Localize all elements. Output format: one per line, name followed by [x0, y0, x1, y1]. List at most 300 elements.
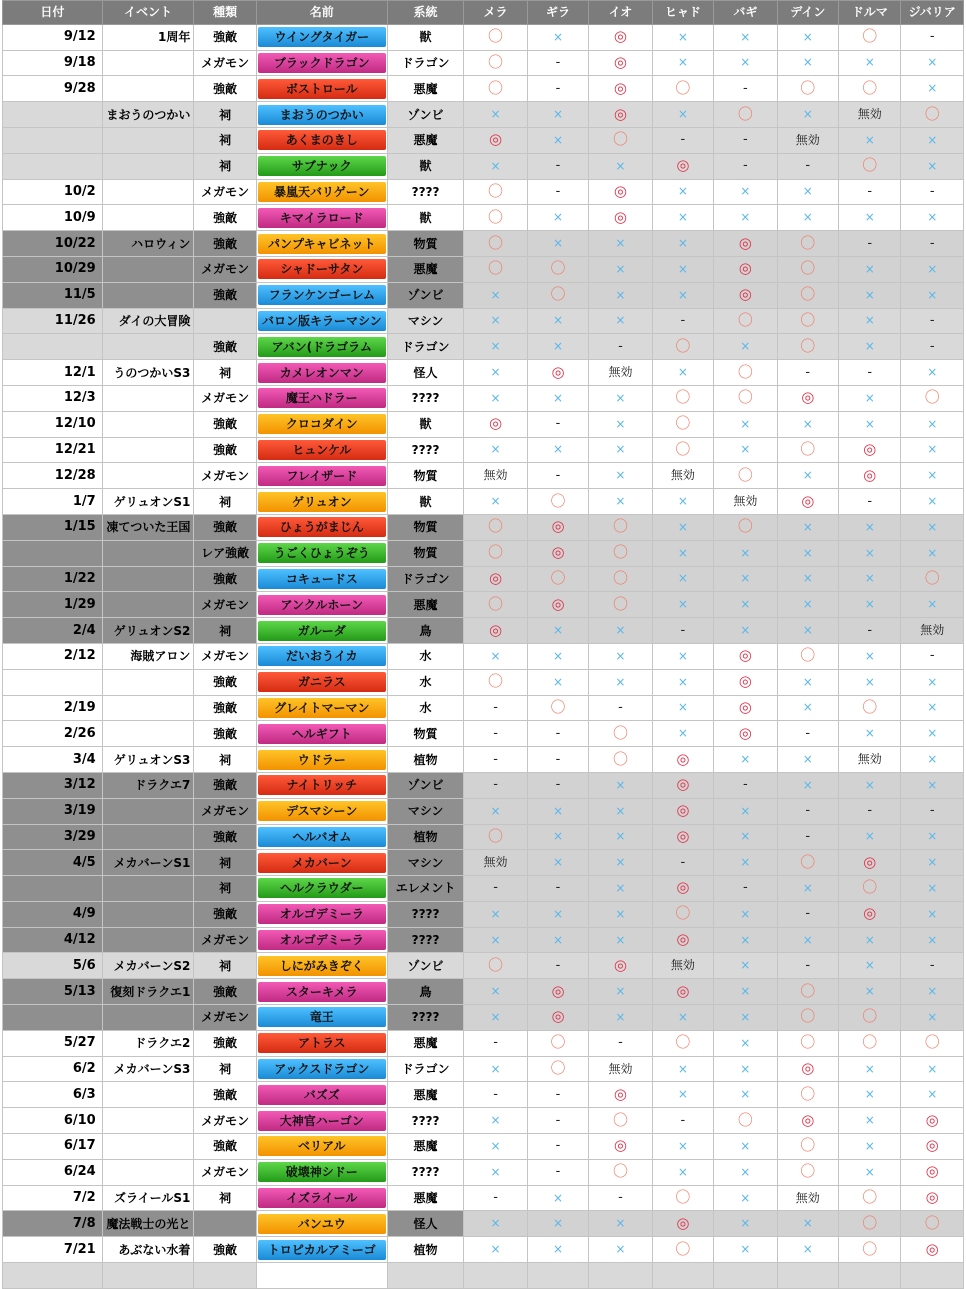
resistance-cell: [589, 592, 652, 618]
resistance-mark: ×: [490, 390, 501, 405]
kind-cell: 強敵: [194, 1237, 256, 1263]
category-cell: エレメント: [387, 876, 464, 902]
resistance-mark: ×: [677, 29, 688, 44]
resistance-cell: [527, 102, 588, 128]
name-cell: [256, 1237, 387, 1263]
name-cell: [256, 695, 387, 721]
date-cell: 9/12: [3, 24, 103, 50]
table-row: [3, 953, 964, 979]
resistance-cell: [714, 824, 777, 850]
event-cell: [102, 1134, 194, 1160]
resistance-mark: 〇: [612, 1162, 628, 1181]
resistance-mark: ×: [864, 287, 875, 302]
resistance-cell: [714, 901, 777, 927]
resistance-mark: ×: [802, 1242, 813, 1257]
kind-cell: 強敵: [194, 437, 256, 463]
event-cell: ドラクエ2: [102, 1030, 194, 1056]
resistance-mark: ×: [677, 184, 688, 199]
resistance-cell: [589, 489, 652, 515]
monster-name-label: グレイトマーマン: [258, 698, 386, 718]
resistance-mark: -: [929, 29, 935, 45]
resistance-cell: [652, 953, 713, 979]
date-cell: [3, 102, 103, 128]
resistance-mark: -: [493, 725, 498, 741]
resistance-cell: [652, 721, 713, 747]
event-cell: [102, 205, 194, 231]
resistance-mark: ◎: [676, 801, 690, 820]
resistance-mark: 無効: [795, 132, 820, 147]
kind-cell: メガモン: [194, 385, 256, 411]
name-cell: [256, 824, 387, 850]
date-cell: [3, 1263, 103, 1289]
date-cell: [3, 334, 103, 360]
resistance-cell: [839, 772, 901, 798]
date-cell: 1/15: [3, 514, 103, 540]
name-cell: [256, 489, 387, 515]
resistance-mark: ×: [615, 932, 626, 947]
header-gira: ギラ: [527, 1, 588, 25]
resistance-mark: ×: [740, 545, 751, 560]
resistance-mark: 〇: [737, 1110, 753, 1129]
monster-name-label: オルゴデミーラ: [258, 904, 386, 924]
table-row: [3, 1134, 964, 1160]
table-row: [3, 179, 964, 205]
category-cell: 悪魔: [387, 127, 464, 153]
kind-cell: 強敵: [194, 669, 256, 695]
resistance-mark: ×: [552, 829, 564, 844]
resistance-cell: [652, 50, 713, 76]
resistance-cell: [527, 850, 588, 876]
resistance-cell: [901, 798, 964, 824]
resistance-mark: 〇: [612, 517, 628, 536]
name-cell: [256, 618, 387, 644]
resistance-mark: 〇: [488, 181, 504, 200]
resistance-mark: ×: [927, 752, 938, 766]
resistance-cell: [714, 876, 777, 902]
resistance-cell: [777, 901, 838, 927]
resistance-cell: [901, 50, 964, 76]
name-cell: [256, 463, 387, 489]
resistance-mark: 〇: [800, 1033, 816, 1052]
resistance-mark: ×: [490, 648, 501, 663]
resistance-cell: [839, 256, 901, 282]
monster-name-label: オルゴデミーラ: [258, 930, 386, 950]
date-cell: 12/10: [3, 411, 103, 437]
resistance-cell: [839, 1108, 901, 1134]
table-row: [3, 102, 964, 128]
resistance-mark: ×: [927, 855, 938, 870]
resistance-cell: [464, 747, 527, 773]
resistance-cell: [839, 618, 901, 644]
resistance-mark: ×: [740, 623, 751, 638]
kind-cell: 強敵: [194, 1082, 256, 1108]
resistance-cell: [527, 747, 588, 773]
category-cell: マシン: [387, 308, 464, 334]
event-cell: [102, 669, 194, 695]
resistance-mark: -: [929, 338, 935, 354]
resistance-mark: ×: [927, 132, 938, 147]
category-cell: 獣: [387, 153, 464, 179]
resistance-mark: ×: [802, 416, 813, 431]
resistance-cell: [777, 592, 838, 618]
resistance-mark: -: [555, 183, 561, 199]
date-cell: 11/26: [3, 308, 103, 334]
event-cell: [102, 437, 194, 463]
resistance-mark: -: [555, 416, 561, 432]
resistance-cell: [527, 1030, 588, 1056]
table-row: [3, 256, 964, 282]
resistance-mark: -: [867, 183, 873, 199]
resistance-mark: ◎: [801, 491, 815, 510]
date-cell: 1/7: [3, 489, 103, 515]
table-row: [3, 308, 964, 334]
resistance-mark: -: [555, 777, 561, 793]
resistance-cell: [714, 927, 777, 953]
category-cell: ドラゴン: [387, 1056, 464, 1082]
resistance-mark: ×: [552, 339, 564, 354]
resistance-mark: ×: [677, 648, 688, 663]
resistance-mark: ×: [927, 519, 938, 534]
monster-name-label: ヘルギフト: [258, 724, 386, 744]
resistance-cell: [652, 772, 713, 798]
resistance-cell: [777, 876, 838, 902]
table-row: [3, 1159, 964, 1185]
resistance-cell: [652, 1082, 713, 1108]
resistance-cell: [901, 437, 964, 463]
resistance-mark: ×: [552, 107, 564, 122]
resistance-cell: [901, 979, 964, 1005]
kind-cell: 強敵: [194, 566, 256, 592]
name-cell: [256, 901, 387, 927]
resistance-cell: [527, 1159, 588, 1185]
category-cell: 悪魔: [387, 1030, 464, 1056]
resistance-cell: [527, 643, 588, 669]
resistance-cell: [652, 1237, 713, 1263]
resistance-mark: ◎: [551, 543, 565, 562]
event-cell: メカバーンS3: [102, 1056, 194, 1082]
monster-name-label: ガルーダ: [258, 621, 386, 641]
resistance-mark: ×: [490, 339, 501, 354]
date-cell: 7/21: [3, 1237, 103, 1263]
name-cell: [256, 308, 387, 334]
resistance-mark: ◎: [613, 181, 627, 200]
resistance-mark: ×: [490, 287, 501, 302]
resistance-mark: ×: [677, 55, 688, 70]
resistance-cell: [464, 308, 527, 334]
resistance-cell: [652, 695, 713, 721]
resistance-cell: [527, 127, 588, 153]
resistance-mark: ◎: [613, 52, 627, 71]
resistance-cell: [464, 1056, 527, 1082]
category-cell: 悪魔: [387, 1185, 464, 1211]
kind-cell: 祠: [194, 360, 256, 386]
resistance-mark: ×: [677, 107, 688, 122]
resistance-mark: 〇: [862, 878, 878, 897]
name-cell: [256, 127, 387, 153]
category-cell: 物質: [387, 231, 464, 257]
resistance-cell: [527, 1237, 588, 1263]
name-cell: [256, 566, 387, 592]
resistance-cell: [714, 437, 777, 463]
resistance-cell: [901, 231, 964, 257]
resistance-cell: [652, 437, 713, 463]
resistance-mark: 〇: [675, 904, 691, 923]
resistance-mark: ◎: [676, 775, 690, 794]
resistance-cell: [527, 1108, 588, 1134]
event-cell: [102, 50, 194, 76]
resistance-mark: ×: [552, 623, 564, 638]
resistance-mark: ×: [740, 1190, 751, 1205]
monster-name-label: メカバーン: [258, 853, 386, 873]
resistance-cell: [527, 282, 588, 308]
resistance-mark: 〇: [800, 310, 816, 329]
resistance-cell: [839, 205, 901, 231]
date-cell: 5/6: [3, 953, 103, 979]
resistance-mark: ×: [490, 1138, 501, 1153]
category-cell: ????: [387, 927, 464, 953]
resistance-mark: 〇: [924, 568, 940, 587]
resistance-cell: [839, 1237, 901, 1263]
resistance-cell: [901, 592, 964, 618]
resistance-mark: 〇: [800, 439, 816, 458]
resistance-cell: [777, 1005, 838, 1031]
resistance-mark: ×: [927, 726, 938, 741]
resistance-cell: [589, 231, 652, 257]
resistance-mark: ×: [802, 1216, 813, 1231]
resistance-cell: [589, 360, 652, 386]
kind-cell: メガモン: [194, 256, 256, 282]
resistance-cell: [839, 824, 901, 850]
resistance-cell: [527, 618, 588, 644]
kind-cell: 祠: [194, 850, 256, 876]
header-dein: デイン: [777, 1, 838, 25]
resistance-mark: 〇: [924, 104, 940, 123]
date-cell: 9/18: [3, 50, 103, 76]
table-row: [3, 1082, 964, 1108]
kind-cell: 強敵: [194, 1030, 256, 1056]
name-cell: [256, 1185, 387, 1211]
resistance-mark: ×: [615, 674, 626, 689]
resistance-cell: [589, 824, 652, 850]
resistance-cell: [652, 1108, 713, 1134]
resistance-cell: [901, 772, 964, 798]
resistance-cell: [839, 102, 901, 128]
resistance-cell: [652, 876, 713, 902]
monster-name-label: デスマシーン: [258, 801, 386, 821]
resistance-mark: ×: [552, 932, 564, 947]
category-cell: 獣: [387, 24, 464, 50]
date-cell: [3, 540, 103, 566]
resistance-mark: 無効: [608, 1061, 633, 1076]
resistance-mark: ×: [864, 339, 875, 354]
resistance-cell: [777, 798, 838, 824]
date-cell: 7/8: [3, 1211, 103, 1237]
resistance-cell: [901, 1185, 964, 1211]
header-date: 日付: [3, 1, 103, 25]
resistance-cell: [901, 747, 964, 773]
resistance-cell: [652, 566, 713, 592]
resistance-cell: [464, 721, 527, 747]
resistance-cell: [589, 669, 652, 695]
resistance-cell: [527, 385, 588, 411]
resistance-mark: 〇: [862, 1033, 878, 1052]
resistance-mark: ×: [740, 210, 751, 225]
resistance-cell: [777, 979, 838, 1005]
resistance-mark: -: [555, 1164, 561, 1180]
resistance-mark: ◎: [738, 723, 752, 742]
resistance-mark: ×: [552, 906, 564, 921]
monster-name-label: ベリアル: [258, 1136, 386, 1156]
resistance-cell: [652, 669, 713, 695]
monster-name-label: しにがみきぞく: [258, 956, 386, 976]
resistance-mark: ×: [552, 132, 564, 147]
resistance-cell: [714, 282, 777, 308]
resistance-cell: [777, 1082, 838, 1108]
resistance-cell: [464, 824, 527, 850]
resistance-mark: ×: [552, 210, 564, 225]
resistance-mark: -: [555, 80, 561, 96]
kind-cell: 強敵: [194, 695, 256, 721]
resistance-mark: -: [493, 880, 498, 896]
resistance-cell: [777, 1030, 838, 1056]
resistance-mark: ◎: [925, 1188, 939, 1207]
name-cell: [256, 76, 387, 102]
name-cell: [256, 205, 387, 231]
name-cell: [256, 592, 387, 618]
header-io: イオ: [589, 1, 652, 25]
resistance-mark: ×: [677, 571, 688, 586]
header-name: 名前: [256, 1, 387, 25]
date-cell: 3/4: [3, 747, 103, 773]
resistance-mark: 〇: [488, 955, 504, 974]
event-cell: [102, 334, 194, 360]
resistance-mark: ×: [740, 984, 751, 999]
resistance-mark: ×: [927, 468, 938, 483]
resistance-cell: [901, 489, 964, 515]
resistance-mark: ◎: [863, 904, 877, 923]
resistance-cell: [589, 540, 652, 566]
resistance-cell: [589, 1134, 652, 1160]
resistance-cell: [464, 979, 527, 1005]
kind-cell: 強敵: [194, 334, 256, 360]
resistance-mark: ×: [927, 210, 938, 225]
resistance-mark: ×: [927, 365, 938, 380]
resistance-cell: [839, 643, 901, 669]
date-cell: 6/10: [3, 1108, 103, 1134]
resistance-cell: [527, 24, 588, 50]
resistance-mark: ◎: [925, 1239, 939, 1258]
resistance-mark: ×: [740, 416, 751, 431]
resistance-mark: ×: [927, 1061, 938, 1076]
resistance-cell: [901, 463, 964, 489]
resistance-cell: [527, 437, 588, 463]
resistance-mark: ×: [615, 1216, 626, 1231]
event-cell: メカバーンS1: [102, 850, 194, 876]
resistance-mark: -: [618, 1035, 623, 1051]
resistance-cell: [839, 695, 901, 721]
resistance-mark: ×: [864, 726, 875, 741]
resistance-cell: [901, 127, 964, 153]
resistance-mark: ×: [615, 984, 626, 999]
resistance-cell: [464, 514, 527, 540]
resistance-cell: [901, 256, 964, 282]
resistance-cell: [714, 747, 777, 773]
table-row: [3, 747, 964, 773]
resistance-mark: 〇: [675, 336, 691, 355]
monster-name-label: ウイングタイガー: [258, 27, 386, 47]
resistance-cell: [464, 385, 527, 411]
date-cell: 6/17: [3, 1134, 103, 1160]
resistance-mark: 〇: [488, 543, 504, 562]
resistance-cell: [839, 437, 901, 463]
monster-name-label: 魔王ハドラー: [258, 388, 386, 408]
resistance-cell: [652, 282, 713, 308]
table-row: [3, 50, 964, 76]
table-row: [3, 876, 964, 902]
resistance-mark: ×: [490, 1164, 501, 1179]
resistance-mark: ×: [677, 261, 688, 276]
resistance-mark: ◎: [613, 1136, 627, 1155]
resistance-mark: ×: [927, 674, 938, 689]
resistance-cell: [777, 179, 838, 205]
resistance-mark: 〇: [800, 1162, 816, 1181]
resistance-mark: ×: [740, 906, 751, 921]
name-cell: [256, 282, 387, 308]
resistance-cell: [527, 979, 588, 1005]
name-cell: [256, 540, 387, 566]
resistance-cell: [777, 437, 838, 463]
name-cell: [256, 798, 387, 824]
resistance-mark: -: [555, 725, 561, 741]
resistance-cell: [652, 179, 713, 205]
resistance-cell: [839, 953, 901, 979]
table-row: [3, 127, 964, 153]
resistance-cell: [839, 385, 901, 411]
resistance-mark: ×: [490, 906, 501, 921]
resistance-mark: ×: [552, 313, 564, 328]
resistance-mark: -: [805, 957, 811, 973]
resistance-cell: [714, 1134, 777, 1160]
resistance-cell: [589, 1159, 652, 1185]
resistance-cell: [839, 360, 901, 386]
resistance-cell: [901, 721, 964, 747]
event-cell: あぶない水着: [102, 1237, 194, 1263]
resistance-cell: [839, 1056, 901, 1082]
category-cell: 水: [387, 669, 464, 695]
resistance-mark: ×: [802, 107, 813, 122]
date-cell: 12/3: [3, 385, 103, 411]
date-cell: 4/5: [3, 850, 103, 876]
name-cell: [256, 334, 387, 360]
resistance-mark: ×: [927, 597, 938, 612]
date-cell: 3/19: [3, 798, 103, 824]
category-cell: 獣: [387, 489, 464, 515]
date-cell: 12/21: [3, 437, 103, 463]
resistance-cell: [714, 127, 777, 153]
resistance-cell: [777, 1211, 838, 1237]
resistance-cell: [652, 1211, 713, 1237]
resistance-mark: 〇: [862, 1239, 878, 1258]
resistance-cell: [777, 76, 838, 102]
resistance-cell: [901, 1082, 964, 1108]
resistance-cell: [527, 1211, 588, 1237]
resistance-mark: -: [742, 777, 748, 793]
resistance-cell: [652, 901, 713, 927]
resistance-mark: ×: [615, 623, 626, 638]
resistance-cell: [464, 669, 527, 695]
header-doruma: ドルマ: [839, 1, 901, 25]
monster-name-label: ヘルバオム: [258, 827, 386, 847]
